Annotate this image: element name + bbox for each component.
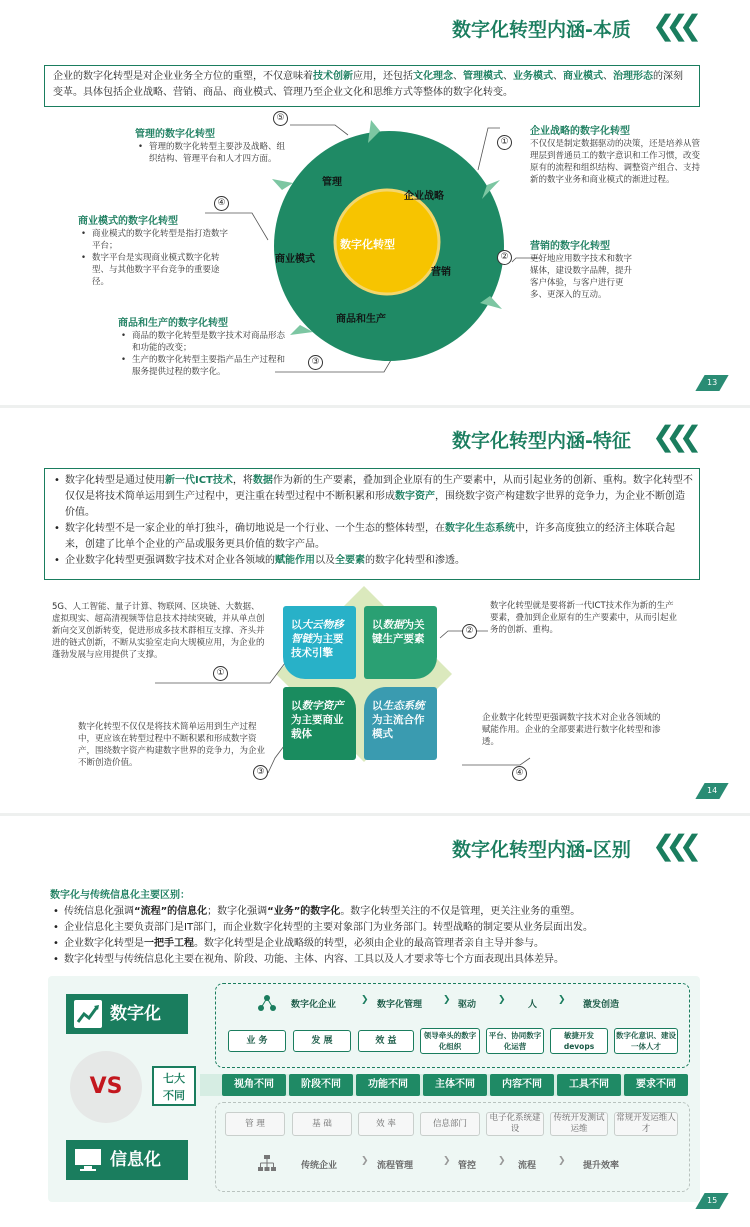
text: 以及 [315,555,335,566]
bullet: • 商品的数字化转型是数字技术对商品形态和功能的改变； [118,330,293,354]
slide-title: 数字化转型内涵-区别 [452,839,631,861]
note-1: 5G、人工智能、量子计算、物联网、区块链、大数据、虚拟现实、超高清视频等信息技术持续突破，并从单点创新向交叉创新转变，促进形成多技术群相互支撑、齐头并进的链式创新，不断从实验室走向大规模应用，为企业的蓬勃发展与应用提供了支撑。 [52,602,265,660]
item-marketing [530,237,640,301]
t: 为主要技术引擎 [291,633,344,659]
flow-step: 数字化管理 [377,1000,423,1010]
digital-label: 数字化 [110,1004,161,1024]
info-label: 信息化 [110,1150,161,1170]
intro-highlight: 商业模式 [563,71,603,82]
note-number: ② [462,624,477,639]
highlight: 数据 [252,475,273,486]
text: 企业数字化转型是 [64,938,144,949]
chevron-right-icon: ❯ [361,995,369,1005]
t: 以 [372,700,383,712]
bullet: • 管理的数字化转型主要涉及战略、组织结构、管理平台和人才四方面。 [135,141,290,165]
flow-step: 激发创造 [583,1000,620,1010]
text: 数字化转型是通过使用 [65,475,165,486]
item-title: 商品和生产的数字化转型 [118,318,228,329]
seven-differences: 七大不同 [152,1066,196,1106]
diff-bullet [50,920,710,936]
digital-row-item: 敏捷开发devops [550,1028,608,1054]
note-number: ③ [253,765,268,780]
diff-item: 阶段不同 [289,1074,353,1096]
info-row-item: 管 理 [225,1112,285,1136]
digital-row-item: 业 务 [228,1030,286,1052]
bullet: • 数字平台是实现商业模式数字化转型、与其他数字平台竞争的重要途径。 [78,252,228,288]
item-product [118,314,293,378]
text: ；数字化强调 [207,906,268,917]
diff-item: 内容不同 [490,1074,554,1096]
diff-item: 功能不同 [356,1074,420,1096]
chevron-right-icon: ❯ [361,1156,369,1166]
page-number [695,1193,728,1209]
text: 传统信息化强调 [64,906,134,917]
info-row-item: 常规开发运维人才 [614,1112,678,1136]
intro-text: 、 [603,71,613,82]
slide-features [0,408,750,813]
flow-step: 人 [528,1000,538,1010]
item-text: 更好地应用数字技术和数字媒体，建设数字品牌，提升客户体验，与客户进行更多、更深入的互动。 [530,254,633,300]
item-title: 管理的数字化转型 [135,129,215,140]
t: 数字资产 [301,700,344,712]
item-title: 营销的数字化转型 [530,241,610,252]
vs-badge: VS [70,1051,142,1123]
digital-flow [283,994,678,1012]
t: 大云物移智链 [291,619,344,645]
quad-digital-asset [283,687,356,760]
text: 。数字化转型关注的不仅是管理，更关注业务的重塑。 [340,906,581,917]
flow-step: 流程管理 [377,1161,414,1171]
note-2: 数字化转型就是要将新一代ICT技术作为新的生产要素，叠加到企业原有的生产要素中，从而引起业务的创新、重构。 [490,601,678,635]
digital-row-item: 发 展 [293,1030,351,1052]
flow-step: 驱动 [458,1000,477,1010]
bold: “业务”的数字化 [267,906,341,917]
intro-highlight: 管理模式 [463,71,503,82]
text: 。数字化转型是企业战略级的转型，必须由企业的最高管理者亲自主导并参与。 [194,938,544,949]
diff-item: 工具不同 [557,1074,621,1096]
item-title: 商业模式的数字化转型 [78,216,178,227]
text: 数字化转型与传统信息化主要在视角、阶段、功能、主体、内容、工具以及人才要求等七个方面表现出具体差异。 [64,954,564,965]
text: 中，许多高度独立的经济主体联合起来，创建了比单个企业的产品或服务更具价值的数字产品。 [65,523,675,550]
diff-bullet [50,936,710,952]
quad-data-factor [364,606,437,679]
bold: 一把手工程 [144,938,194,949]
item-text: 不仅仅是制定数据驱动的决策，还是培养从管理层到普通员工的数字意识和工作习惯，改变原有的流程和组织结构、调整资产组合、支持新的数字业务和商业模式的渐进过程。 [530,139,701,185]
diff-item: 视角不同 [222,1074,286,1096]
item-title: 企业战略的数字化转型 [530,126,630,137]
chevron-right-icon: ❯ [443,1156,451,1166]
intro-text: 应用，还包括 [353,71,413,82]
chevron-right-icon: ❯ [558,995,566,1005]
quad-tech-engine [283,606,356,679]
t: 为关键生产要素 [372,619,425,645]
diff-item: 要求不同 [624,1074,688,1096]
diff-bullet [50,952,710,968]
quad-ecosystem [364,687,437,760]
t: 生态系统 [382,700,425,712]
bullet: • 商业模式的数字化转型是指打造数字平台； [78,228,228,252]
ring-label-marketing: 营销 [431,267,451,278]
intro-text: 、 [553,71,563,82]
flow-step: 提升效率 [583,1161,620,1171]
item-strategy [530,122,700,186]
diff-bullet [50,904,710,920]
digital-row-item: 效 益 [358,1030,414,1052]
info-row-item: 效 率 [358,1112,414,1136]
slide-essence [0,0,750,405]
digital-row-item: 数字化意识、建设一体人才 [614,1028,678,1054]
text: 数字化转型不是一家企业的单打独斗，确切地说是一个行业、一个生态的整体转型，在 [65,523,445,534]
double-chevron-icon: ❮❮❮ [652,829,693,862]
double-chevron-icon: ❮❮❮ [652,9,693,42]
item-number: ② [497,250,512,265]
info-row-item: 信息部门 [420,1112,480,1136]
network-icon [258,994,276,1012]
info-row-item: 传统开发测试运维 [550,1112,608,1136]
highlight: 赋能作用 [275,555,315,566]
ring-label-management: 管理 [322,177,342,188]
note-number: ④ [512,766,527,781]
digital-row-item: 平台、协同数字化运营 [486,1028,544,1054]
item-number: ③ [308,355,323,370]
text: 作为新的生产要素，叠加到企业原有的生产要素中，从而引起业务的创新、重构。数字化转型不仅仅是将技术简单运用到生产过程中，更注重在转型过程中不断积累和形成 [65,475,693,502]
note-number: ① [213,666,228,681]
chevron-right-icon: ❯ [443,995,451,1005]
center-label: 数字化转型 [340,238,395,251]
bold: “流程”的信息化 [134,906,208,917]
text: ，围绕数字资产构建数字世界的竞争力，为企业不断创造价值。 [65,491,685,518]
text: 企业数字化转型更强调数字技术对企业各领域的 [65,555,275,566]
flow-step: 流程 [518,1161,537,1171]
highlight: 数字化生态系统 [445,523,515,534]
ring-label-product: 商品和生产 [336,314,386,325]
text: 的数字化转型和渗透。 [365,555,465,566]
flow-step: 数字化企业 [291,1000,337,1010]
intro-text: 、 [453,71,463,82]
text: 企业信息化主要负责部门是IT部门，而企业数字化转型的主要对象部门为业务部门。转型战略的制定要从业务层面出发。 [64,922,594,933]
page-number-text: 13 [706,378,718,387]
double-chevron-icon: ❮❮❮ [652,420,693,453]
t: 为主要商业载体 [291,714,344,740]
item-number: ④ [214,196,229,211]
t: 为主流合作模式 [372,714,425,740]
info-row-item: 电子化系统建设 [486,1112,544,1136]
note-3: 数字化转型不仅仅是将技术简单运用到生产过程中，更应该在转型过程中不断积累和形成数字资产，围绕数字资产构建数字世界的竞争力，为企业不断创造价值。 [78,722,266,768]
ring-label-strategy: 企业战略 [404,191,444,202]
item-business-model [78,212,228,288]
intro-text: 的深刻变革。具体包括企业战略、营销、商品、商业模式、管理乃至企业文化和思维方式等整体的数字化转变。 [53,71,683,98]
flow-step: 传统企业 [301,1161,338,1171]
t: 以 [291,700,302,712]
wheel-diagram [0,0,750,405]
chart-up-icon [74,1000,102,1028]
differences-list [50,888,710,968]
page-number-text: 15 [706,1196,718,1205]
note-4: 企业数字化转型更强调数字技术对企业各领域的赋能作用。企业的全部要素进行数字化转型和渗透。 [482,713,661,747]
highlight: 数字资产 [395,491,435,502]
t: 数据 [382,619,404,631]
intro-highlight: 治理形态 [613,71,653,82]
t: 以 [291,619,302,631]
slide-title: 数字化转型内涵-本质 [452,19,631,41]
subtitle: 数字化与传统信息化主要区别： [50,890,190,901]
intro-highlight: 技术创新 [313,71,353,82]
highlight: 新一代ICT技术 [165,475,233,486]
t: 以 [372,619,383,631]
chevron-right-icon: ❯ [558,1156,566,1166]
slide-differences [0,818,750,1227]
intro-highlight: 文化理念 [413,71,453,82]
item-number: ⑤ [273,111,288,126]
diff-item: 主体不同 [423,1074,487,1096]
item-number: ① [497,135,512,150]
text: ，将 [232,475,253,486]
highlight: 全要素 [335,555,365,566]
intro-text: 企业的数字化转型是对企业业务全方位的重塑，不仅意味着 [53,71,313,82]
computer-icon [74,1148,102,1172]
item-management [135,125,290,165]
bullet: • 生产的数字化转型主要指产品生产过程和服务提供过程的数字化。 [118,354,293,378]
intro-text: 、 [503,71,513,82]
digital-row-item: 领导牵头的数字化组织 [420,1028,480,1054]
slide-title: 数字化转型内涵-特征 [452,430,631,452]
hierarchy-icon [258,1154,276,1172]
info-flow [283,1155,678,1173]
chevron-right-icon: ❯ [498,995,506,1005]
flow-step: 管控 [458,1161,477,1171]
info-row-item: 基 础 [292,1112,352,1136]
page-number-text: 14 [706,786,718,795]
intro-highlight: 业务模式 [513,71,553,82]
ring-label-business-model: 商业模式 [275,254,315,265]
chevron-right-icon: ❯ [498,1156,506,1166]
divider [0,813,750,816]
